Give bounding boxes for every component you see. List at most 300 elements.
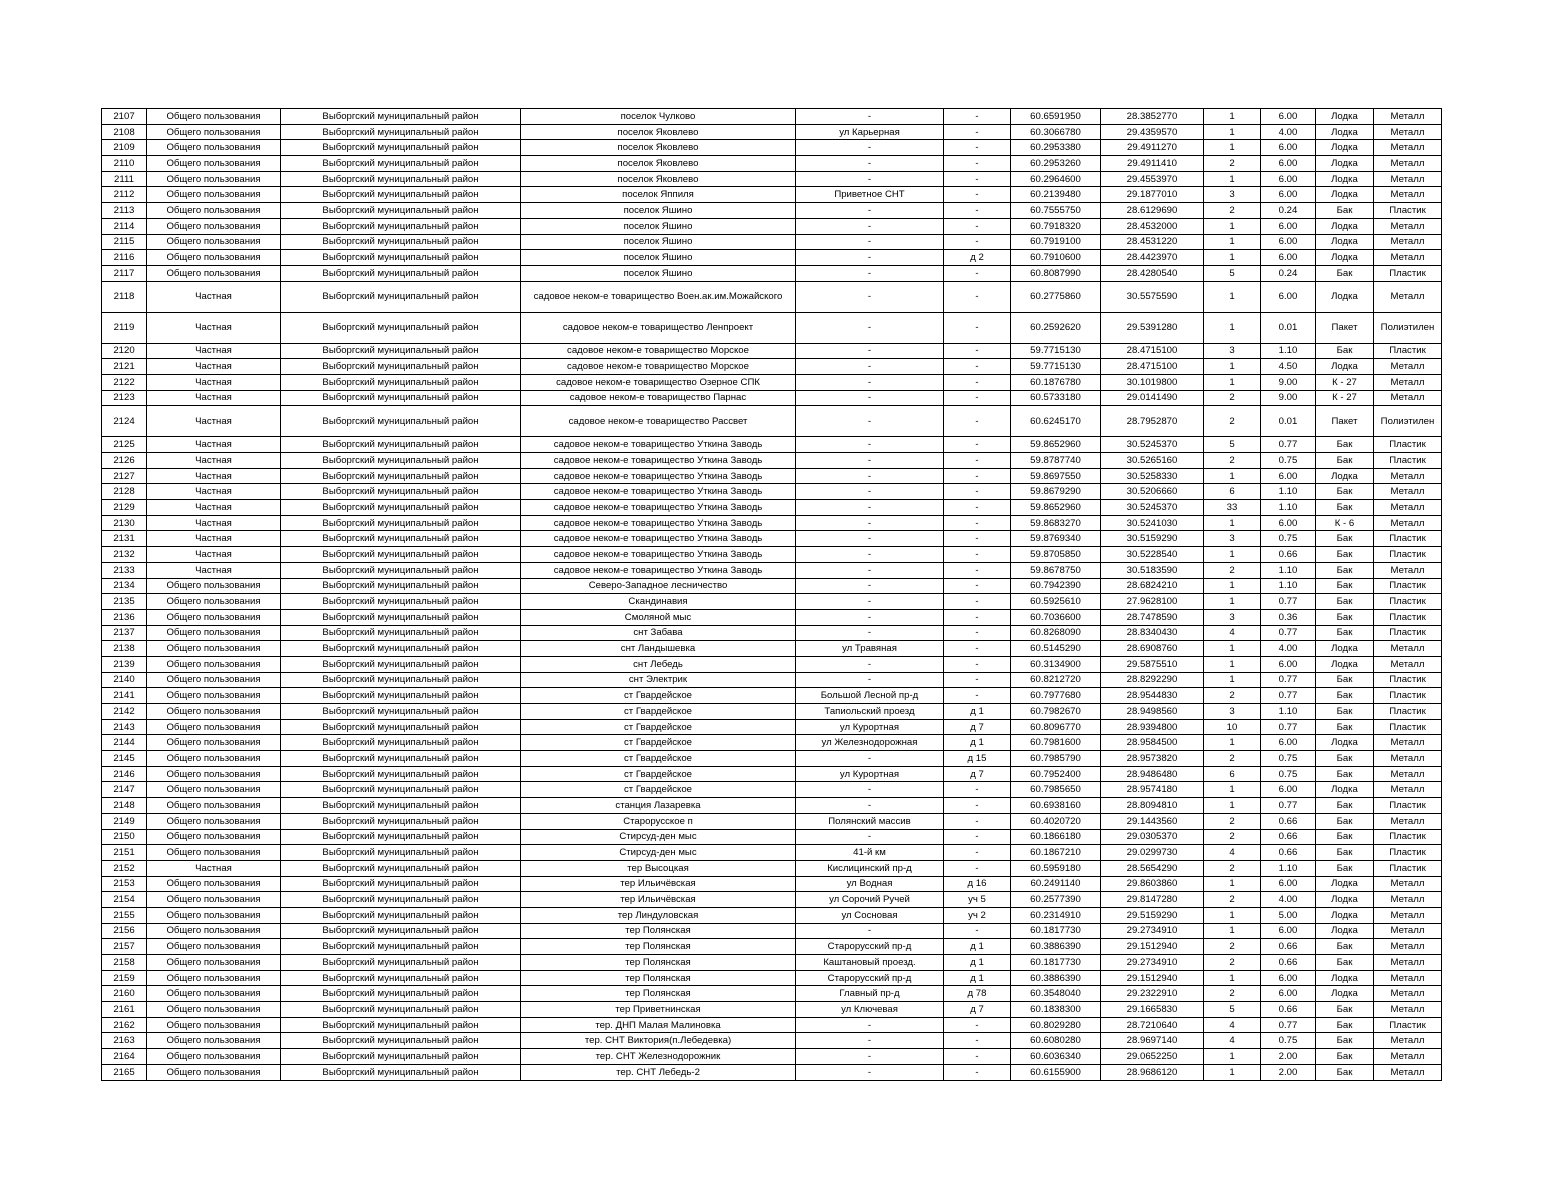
latitude-cell: 60.6155900	[1011, 1064, 1101, 1080]
container-type-cell: Бак	[1316, 704, 1374, 720]
settlement-cell: станция Лазаревка	[521, 798, 796, 814]
longitude-cell: 29.0652250	[1101, 1049, 1204, 1065]
house-cell: -	[944, 343, 1011, 359]
material-cell: Металл	[1374, 140, 1442, 156]
street-cell: -	[796, 782, 944, 798]
table-row	[102, 876, 1442, 892]
street-cell: Большой Лесной пр-д	[796, 688, 944, 704]
settlement-cell: садовое неком-е товарищество Морское	[521, 359, 796, 375]
settlement-cell: поселок Яшино	[521, 250, 796, 266]
latitude-cell: 60.7919100	[1011, 234, 1101, 250]
row-number-cell: 2122	[102, 374, 147, 390]
row-number-cell: 2126	[102, 453, 147, 469]
container-count-cell: 1	[1204, 250, 1261, 266]
material-cell: Металл	[1374, 641, 1442, 657]
container-count-cell: 1	[1204, 312, 1261, 343]
material-cell: Металл	[1374, 1049, 1442, 1065]
container-volume-cell: 1.10	[1261, 578, 1316, 594]
latitude-cell: 59.8679290	[1011, 484, 1101, 500]
district-cell: Выборгский муниципальный район	[281, 1033, 521, 1049]
container-volume-cell: 9.00	[1261, 390, 1316, 406]
material-cell: Пластик	[1374, 719, 1442, 735]
container-type-cell: Бак	[1316, 860, 1374, 876]
container-count-cell: 3	[1204, 187, 1261, 203]
material-cell: Металл	[1374, 955, 1442, 971]
container-type-cell: Бак	[1316, 453, 1374, 469]
street-cell: Тапиольский проезд	[796, 704, 944, 720]
house-cell: -	[944, 798, 1011, 814]
settlement-cell: Северо-Западное лесничество	[521, 578, 796, 594]
material-cell: Пластик	[1374, 860, 1442, 876]
container-type-cell: Бак	[1316, 798, 1374, 814]
ownership-type-cell: Частная	[147, 531, 281, 547]
house-cell: -	[944, 406, 1011, 437]
street-cell: -	[796, 500, 944, 516]
street-cell: -	[796, 1064, 944, 1080]
street-cell: -	[796, 562, 944, 578]
house-cell: -	[944, 656, 1011, 672]
latitude-cell: 59.8683270	[1011, 515, 1101, 531]
container-volume-cell: 0.77	[1261, 719, 1316, 735]
table-row	[102, 343, 1442, 359]
container-count-cell: 1	[1204, 641, 1261, 657]
longitude-cell: 30.1019800	[1101, 374, 1204, 390]
material-cell: Металл	[1374, 735, 1442, 751]
settlement-cell: Стирсуд-ден мыс	[521, 845, 796, 861]
row-number-cell: 2163	[102, 1033, 147, 1049]
container-volume-cell: 6.00	[1261, 468, 1316, 484]
container-type-cell: Бак	[1316, 1049, 1374, 1065]
house-cell: -	[944, 1049, 1011, 1065]
container-type-cell: Бак	[1316, 751, 1374, 767]
longitude-cell: 29.0305370	[1101, 829, 1204, 845]
longitude-cell: 28.9584500	[1101, 735, 1204, 751]
settlement-cell: тер Высоцкая	[521, 860, 796, 876]
ownership-type-cell: Общего пользования	[147, 923, 281, 939]
container-volume-cell: 6.00	[1261, 656, 1316, 672]
container-type-cell: Бак	[1316, 594, 1374, 610]
district-cell: Выборгский муниципальный район	[281, 986, 521, 1002]
container-volume-cell: 0.01	[1261, 312, 1316, 343]
ownership-type-cell: Общего пользования	[147, 782, 281, 798]
row-number-cell: 2134	[102, 578, 147, 594]
ownership-type-cell: Общего пользования	[147, 672, 281, 688]
longitude-cell: 29.8603860	[1101, 876, 1204, 892]
house-cell: -	[944, 609, 1011, 625]
container-type-cell: Бак	[1316, 1064, 1374, 1080]
table-row	[102, 312, 1442, 343]
row-number-cell: 2121	[102, 359, 147, 375]
settlement-cell: снт Забава	[521, 625, 796, 641]
row-number-cell: 2123	[102, 390, 147, 406]
street-cell: -	[796, 751, 944, 767]
container-count-cell: 2	[1204, 562, 1261, 578]
street-cell: -	[796, 531, 944, 547]
settlement-cell: поселок Яковлево	[521, 124, 796, 140]
street-cell: Каштановый проезд.	[796, 955, 944, 971]
ownership-type-cell: Общего пользования	[147, 986, 281, 1002]
container-volume-cell: 0.77	[1261, 594, 1316, 610]
container-type-cell: Бак	[1316, 766, 1374, 782]
container-count-cell: 1	[1204, 578, 1261, 594]
container-volume-cell: 4.00	[1261, 124, 1316, 140]
district-cell: Выборгский муниципальный район	[281, 265, 521, 281]
house-cell: д 1	[944, 704, 1011, 720]
container-volume-cell: 9.00	[1261, 374, 1316, 390]
street-cell: -	[796, 1049, 944, 1065]
container-count-cell: 2	[1204, 860, 1261, 876]
material-cell: Металл	[1374, 281, 1442, 312]
container-count-cell: 1	[1204, 468, 1261, 484]
row-number-cell: 2129	[102, 500, 147, 516]
settlement-cell: поселок Яшино	[521, 234, 796, 250]
house-cell: -	[944, 187, 1011, 203]
container-count-cell: 10	[1204, 719, 1261, 735]
table-row	[102, 970, 1442, 986]
settlement-cell: поселок Яковлево	[521, 140, 796, 156]
container-count-cell: 1	[1204, 515, 1261, 531]
latitude-cell: 59.8787740	[1011, 453, 1101, 469]
district-cell: Выборгский муниципальный район	[281, 923, 521, 939]
district-cell: Выборгский муниципальный район	[281, 609, 521, 625]
container-volume-cell: 6.00	[1261, 970, 1316, 986]
table-row	[102, 798, 1442, 814]
longitude-cell: 28.6908760	[1101, 641, 1204, 657]
container-type-cell: К - 27	[1316, 374, 1374, 390]
settlement-cell: ст Гвардейское	[521, 688, 796, 704]
settlement-cell: садовое неком-е товарищество Уткина Заводь	[521, 547, 796, 563]
material-cell: Пластик	[1374, 845, 1442, 861]
container-type-cell: Лодка	[1316, 641, 1374, 657]
street-cell: Полянский массив	[796, 813, 944, 829]
material-cell: Металл	[1374, 374, 1442, 390]
street-cell: Приветное СНТ	[796, 187, 944, 203]
longitude-cell: 29.0141490	[1101, 390, 1204, 406]
container-volume-cell: 0.75	[1261, 1033, 1316, 1049]
row-number-cell: 2149	[102, 813, 147, 829]
latitude-cell: 60.7952400	[1011, 766, 1101, 782]
district-cell: Выборгский муниципальный район	[281, 594, 521, 610]
district-cell: Выборгский муниципальный район	[281, 751, 521, 767]
house-cell: -	[944, 1064, 1011, 1080]
latitude-cell: 60.2775860	[1011, 281, 1101, 312]
table-row	[102, 265, 1442, 281]
container-type-cell: Бак	[1316, 1002, 1374, 1018]
district-cell: Выборгский муниципальный район	[281, 250, 521, 266]
district-cell: Выборгский муниципальный район	[281, 672, 521, 688]
longitude-cell: 28.5654290	[1101, 860, 1204, 876]
row-number-cell: 2130	[102, 515, 147, 531]
row-number-cell: 2148	[102, 798, 147, 814]
container-volume-cell: 4.50	[1261, 359, 1316, 375]
latitude-cell: 59.8652960	[1011, 437, 1101, 453]
material-cell: Металл	[1374, 1033, 1442, 1049]
container-type-cell: Бак	[1316, 829, 1374, 845]
table-row	[102, 359, 1442, 375]
ownership-type-cell: Общего пользования	[147, 124, 281, 140]
longitude-cell: 30.5241030	[1101, 515, 1204, 531]
container-count-cell: 3	[1204, 609, 1261, 625]
container-count-cell: 2	[1204, 156, 1261, 172]
district-cell: Выборгский муниципальный район	[281, 641, 521, 657]
ownership-type-cell: Общего пользования	[147, 234, 281, 250]
material-cell: Металл	[1374, 876, 1442, 892]
container-count-cell: 4	[1204, 1017, 1261, 1033]
container-volume-cell: 0.77	[1261, 625, 1316, 641]
latitude-cell: 60.1838300	[1011, 1002, 1101, 1018]
container-volume-cell: 0.77	[1261, 437, 1316, 453]
container-volume-cell: 6.00	[1261, 218, 1316, 234]
settlement-cell: Стирсуд-ден мыс	[521, 829, 796, 845]
table-row	[102, 939, 1442, 955]
longitude-cell: 28.4531220	[1101, 234, 1204, 250]
material-cell: Металл	[1374, 187, 1442, 203]
ownership-type-cell: Общего пользования	[147, 109, 281, 125]
house-cell: -	[944, 782, 1011, 798]
ownership-type-cell: Общего пользования	[147, 704, 281, 720]
container-type-cell: Лодка	[1316, 124, 1374, 140]
container-count-cell: 2	[1204, 751, 1261, 767]
district-cell: Выборгский муниципальный район	[281, 234, 521, 250]
house-cell: -	[944, 390, 1011, 406]
latitude-cell: 60.2139480	[1011, 187, 1101, 203]
street-cell: -	[796, 609, 944, 625]
ownership-type-cell: Общего пользования	[147, 719, 281, 735]
table-row	[102, 531, 1442, 547]
latitude-cell: 60.6245170	[1011, 406, 1101, 437]
street-cell: -	[796, 578, 944, 594]
street-cell: ул Сорочий Ручей	[796, 892, 944, 908]
container-type-cell: Лодка	[1316, 187, 1374, 203]
settlement-cell: садовое неком-е товарищество Уткина Заводь	[521, 500, 796, 516]
container-type-cell: Бак	[1316, 437, 1374, 453]
longitude-cell: 29.5391280	[1101, 312, 1204, 343]
row-number-cell: 2119	[102, 312, 147, 343]
container-type-cell: Бак	[1316, 625, 1374, 641]
settlement-cell: тер Полянская	[521, 955, 796, 971]
settlement-cell: поселок Яшино	[521, 265, 796, 281]
material-cell: Металл	[1374, 250, 1442, 266]
container-count-cell: 5	[1204, 1002, 1261, 1018]
container-volume-cell: 0.36	[1261, 609, 1316, 625]
container-type-cell: Лодка	[1316, 281, 1374, 312]
container-type-cell: Бак	[1316, 203, 1374, 219]
house-cell: -	[944, 281, 1011, 312]
house-cell: -	[944, 515, 1011, 531]
container-type-cell: Пакет	[1316, 406, 1374, 437]
district-cell: Выборгский муниципальный район	[281, 688, 521, 704]
street-cell: -	[796, 829, 944, 845]
longitude-cell: 28.7952870	[1101, 406, 1204, 437]
material-cell: Металл	[1374, 1002, 1442, 1018]
ownership-type-cell: Общего пользования	[147, 1002, 281, 1018]
row-number-cell: 2143	[102, 719, 147, 735]
table-row	[102, 860, 1442, 876]
ownership-type-cell: Частная	[147, 453, 281, 469]
latitude-cell: 60.6036340	[1011, 1049, 1101, 1065]
house-cell: д 1	[944, 955, 1011, 971]
row-number-cell: 2112	[102, 187, 147, 203]
container-volume-cell: 0.75	[1261, 766, 1316, 782]
row-number-cell: 2113	[102, 203, 147, 219]
district-cell: Выборгский муниципальный район	[281, 359, 521, 375]
longitude-cell: 29.1512940	[1101, 939, 1204, 955]
house-cell: уч 5	[944, 892, 1011, 908]
settlement-cell: садовое неком-е товарищество Уткина Заводь	[521, 453, 796, 469]
container-volume-cell: 0.77	[1261, 1017, 1316, 1033]
ownership-type-cell: Общего пользования	[147, 140, 281, 156]
row-number-cell: 2109	[102, 140, 147, 156]
container-volume-cell: 0.75	[1261, 531, 1316, 547]
district-cell: Выборгский муниципальный район	[281, 547, 521, 563]
house-cell: уч 2	[944, 907, 1011, 923]
settlement-cell: ст Гвардейское	[521, 751, 796, 767]
ownership-type-cell: Общего пользования	[147, 203, 281, 219]
ownership-type-cell: Общего пользования	[147, 609, 281, 625]
container-count-cell: 2	[1204, 955, 1261, 971]
longitude-cell: 28.9573820	[1101, 751, 1204, 767]
ownership-type-cell: Частная	[147, 437, 281, 453]
district-cell: Выборгский муниципальный район	[281, 343, 521, 359]
house-cell: -	[944, 562, 1011, 578]
longitude-cell: 30.5228540	[1101, 547, 1204, 563]
longitude-cell: 29.5875510	[1101, 656, 1204, 672]
latitude-cell: 60.2577390	[1011, 892, 1101, 908]
container-volume-cell: 6.00	[1261, 234, 1316, 250]
house-cell: -	[944, 672, 1011, 688]
container-type-cell: Бак	[1316, 1033, 1374, 1049]
house-cell: -	[944, 923, 1011, 939]
district-cell: Выборгский муниципальный район	[281, 798, 521, 814]
container-count-cell: 1	[1204, 1049, 1261, 1065]
row-number-cell: 2135	[102, 594, 147, 610]
district-cell: Выборгский муниципальный район	[281, 970, 521, 986]
street-cell: -	[796, 109, 944, 125]
district-cell: Выборгский муниципальный район	[281, 500, 521, 516]
street-cell: ул Железнодорожная	[796, 735, 944, 751]
latitude-cell: 60.2953260	[1011, 156, 1101, 172]
container-type-cell: Лодка	[1316, 923, 1374, 939]
table-row	[102, 688, 1442, 704]
row-number-cell: 2108	[102, 124, 147, 140]
material-cell: Металл	[1374, 562, 1442, 578]
district-cell: Выборгский муниципальный район	[281, 704, 521, 720]
settlement-cell: поселок Яшино	[521, 218, 796, 234]
material-cell: Пластик	[1374, 609, 1442, 625]
house-cell: -	[944, 156, 1011, 172]
latitude-cell: 60.7910600	[1011, 250, 1101, 266]
table-row	[102, 500, 1442, 516]
container-volume-cell: 6.00	[1261, 156, 1316, 172]
longitude-cell: 28.7478590	[1101, 609, 1204, 625]
longitude-cell: 28.9544830	[1101, 688, 1204, 704]
container-type-cell: Лодка	[1316, 735, 1374, 751]
row-number-cell: 2150	[102, 829, 147, 845]
container-volume-cell: 1.10	[1261, 704, 1316, 720]
material-cell: Пластик	[1374, 265, 1442, 281]
settlement-cell: тер Ильичёвская	[521, 892, 796, 908]
latitude-cell: 60.7555750	[1011, 203, 1101, 219]
container-count-cell: 2	[1204, 688, 1261, 704]
settlement-cell: тер Ильичёвская	[521, 876, 796, 892]
district-cell: Выборгский муниципальный район	[281, 156, 521, 172]
house-cell: -	[944, 140, 1011, 156]
settlement-cell: снт Ландышевка	[521, 641, 796, 657]
latitude-cell: 59.8678750	[1011, 562, 1101, 578]
house-cell: -	[944, 1033, 1011, 1049]
house-cell: д 1	[944, 939, 1011, 955]
street-cell: -	[796, 203, 944, 219]
settlement-cell: поселок Яковлево	[521, 156, 796, 172]
settlement-cell: садовое неком-е товарищество Озерное СПК	[521, 374, 796, 390]
district-cell: Выборгский муниципальный район	[281, 735, 521, 751]
ownership-type-cell: Общего пользования	[147, 939, 281, 955]
latitude-cell: 60.2491140	[1011, 876, 1101, 892]
longitude-cell: 28.4715100	[1101, 343, 1204, 359]
container-type-cell: Бак	[1316, 547, 1374, 563]
container-count-cell: 4	[1204, 845, 1261, 861]
latitude-cell: 60.8029280	[1011, 1017, 1101, 1033]
material-cell: Металл	[1374, 171, 1442, 187]
table-row	[102, 1002, 1442, 1018]
latitude-cell: 60.7985650	[1011, 782, 1101, 798]
longitude-cell: 30.5159290	[1101, 531, 1204, 547]
container-count-cell: 3	[1204, 704, 1261, 720]
material-cell: Пластик	[1374, 829, 1442, 845]
ownership-type-cell: Общего пользования	[147, 798, 281, 814]
container-volume-cell: 6.00	[1261, 171, 1316, 187]
district-cell: Выборгский муниципальный район	[281, 124, 521, 140]
longitude-cell: 28.9686120	[1101, 1064, 1204, 1080]
ownership-type-cell: Частная	[147, 484, 281, 500]
row-number-cell: 2164	[102, 1049, 147, 1065]
container-type-cell: Лодка	[1316, 140, 1374, 156]
street-cell: ул Курортная	[796, 719, 944, 735]
container-volume-cell: 0.77	[1261, 798, 1316, 814]
ownership-type-cell: Частная	[147, 374, 281, 390]
longitude-cell: 30.5258330	[1101, 468, 1204, 484]
settlement-cell: садовое неком-е товарищество Уткина Заводь	[521, 515, 796, 531]
district-cell: Выборгский муниципальный район	[281, 1064, 521, 1080]
container-volume-cell: 2.00	[1261, 1064, 1316, 1080]
longitude-cell: 29.1665830	[1101, 1002, 1204, 1018]
material-cell: Металл	[1374, 923, 1442, 939]
settlement-cell: тер Полянская	[521, 923, 796, 939]
container-volume-cell: 6.00	[1261, 986, 1316, 1002]
container-type-cell: Бак	[1316, 719, 1374, 735]
ownership-type-cell: Общего пользования	[147, 594, 281, 610]
container-type-cell: Лодка	[1316, 782, 1374, 798]
ownership-type-cell: Общего пользования	[147, 688, 281, 704]
latitude-cell: 60.7942390	[1011, 578, 1101, 594]
container-type-cell: Бак	[1316, 500, 1374, 516]
longitude-cell: 29.1512940	[1101, 970, 1204, 986]
house-cell: -	[944, 359, 1011, 375]
longitude-cell: 29.4553970	[1101, 171, 1204, 187]
row-number-cell: 2155	[102, 907, 147, 923]
ownership-type-cell: Общего пользования	[147, 625, 281, 641]
street-cell: -	[796, 171, 944, 187]
street-cell: ул Курортная	[796, 766, 944, 782]
table-row	[102, 124, 1442, 140]
house-cell: -	[944, 813, 1011, 829]
material-cell: Металл	[1374, 124, 1442, 140]
latitude-cell: 60.4020720	[1011, 813, 1101, 829]
row-number-cell: 2133	[102, 562, 147, 578]
table-row	[102, 955, 1442, 971]
street-cell: ул Карьерная	[796, 124, 944, 140]
material-cell: Металл	[1374, 892, 1442, 908]
